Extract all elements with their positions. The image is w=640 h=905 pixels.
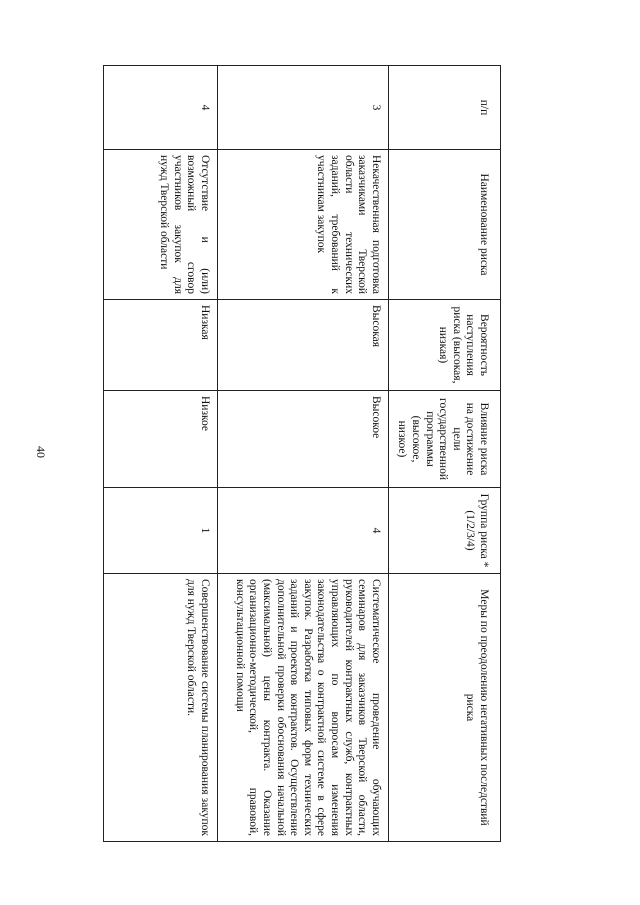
header-num: п/п xyxy=(388,66,500,150)
table-row xyxy=(217,66,388,842)
cell-num: 4 xyxy=(104,66,218,150)
header-group: Группа риска * (1/2/3/4) xyxy=(388,488,500,574)
cell-risk-name: Отсутствие и (или) возможный сговор участников закупок для нужд Тверской области xyxy=(104,150,218,300)
cell-impact: Низкое xyxy=(104,391,218,488)
header-risk-name: Наименование риска xyxy=(388,150,500,300)
risk-table-rotated xyxy=(103,65,501,841)
cell-measures: Систематическое проведение обучающих семинаров для заказчиков Тверской области, руководителей контрактных служб, контрактных управляющих по вопросам изменения законодательства о контрактной системе в сфере закупок. Разработка типовых форм технических заданий и проектов контрактов. Осуществление дополнительной проверки обоснования начальной (максимальной) цены контракта. Оказание организационно-методической, правовой, консультационной помощи xyxy=(217,574,388,842)
risk-table xyxy=(103,65,501,842)
header-measures: Меры по преодолению негативных последствий риска xyxy=(388,574,500,842)
cell-risk-name: Некачественная подготовка заказчиками Тверской области технических заданий, требований к участникам закупок xyxy=(217,150,388,300)
cell-probability: Высокая xyxy=(217,300,388,391)
cell-probability: Низкая xyxy=(104,300,218,391)
cell-impact: Высокое xyxy=(217,391,388,488)
cell-measures: Совершенствование системы планирования закупок для нужд Тверской области. xyxy=(104,574,218,842)
cell-group: 4 xyxy=(217,488,388,574)
cell-group: 1 xyxy=(104,488,218,574)
cell-num: 3 xyxy=(217,66,388,150)
header-impact: Влияние риска на достижение цели государственной программы (высокое, низкое) xyxy=(388,391,500,488)
table-row xyxy=(104,66,218,842)
page-number: 40 xyxy=(34,446,48,458)
header-probability: Вероятность наступления риска (высокая, низкая) xyxy=(388,300,500,391)
risk-table-container xyxy=(103,65,501,841)
table-header-row xyxy=(388,66,500,842)
